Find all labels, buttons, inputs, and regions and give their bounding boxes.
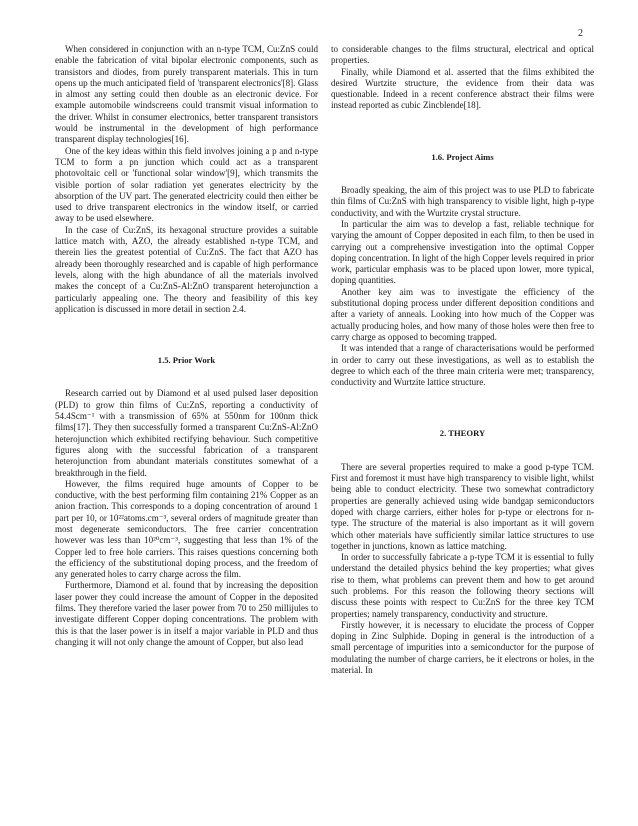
paragraph: In order to successfully fabricate a p-type TCM it is essential to fully understand the detailed physics behind the key properties; what gives rise to them, what problems can prevent them and how to get around such problems. For this reason the following theory sections will discuss these points with respect to Cu:ZnS for the three key TCM properties; namely transparency, conductivity and structure. — [331, 552, 594, 619]
left-column — [55, 44, 318, 648]
paragraph: It was intended that a range of characterisations would be performed in order to carry out these investigations, as well as to establish the degree to which each of the three main criteria were met; transparency, conductivity and Wurtzite lattice structure. — [331, 343, 594, 388]
paragraph: One of the key ideas within this field involves joining a p and n-type TCM to form a pn junction which could act as a transparent photovoltaic cell or 'functional solar window'[9], which transmits the visible portion of solar radiation yet generates electricity by the absorption of the UV part. The generated electricity could then either be used to drive transparent electronics in the window itself, or carried away to be used elsewhere. — [55, 145, 318, 224]
paragraph: There are several properties required to make a good p-type TCM. First and foremost it must have high transparency to visible light, whilst being able to conduct electricity. These two somewhat contradictory properties are generally achieved using wide bandgap semiconductors doped with charge carriers, either holes for p-type or electrons for n-type. The structure of the material is also important as it will govern which other materials have sufficiently similar lattice structures to use together in junctions, known as lattice matching. — [331, 461, 594, 551]
paragraph: Furthermore, Diamond et al. found that by increasing the deposition laser power they could increase the amount of Copper in the deposited films. They therefore varied the laser power from 70 to 250 millijules to investigate different Copper doping concentrations. The problem with this is that the laser power is in itself a major variable in PLD and thus changing it will not only change the amount of Copper, but also lead — [55, 580, 318, 647]
paragraph: to considerable changes to the films structural, electrical and optical properties. — [331, 44, 594, 66]
section-heading-theory: 2. THEORY — [439, 428, 486, 439]
paragraph: In the case of Cu:ZnS, its hexagonal structure provides a suitable lattice match with, AZO, the already established n-type TCM, and therein lies the greatest potential of Cu:ZnS. The fact that AZO has already been thoroughly researched and is capable of high performance levels, along with the high abundance of all the materials involved makes the concept of a Cu:ZnS-Al:ZnO transparent heterojunction a particularly appealing one. The theory and feasibility of this key application is discussed in more detail in section 2.4. — [55, 224, 318, 314]
section-heading-prior-work: 1.5. Prior Work — [157, 355, 216, 366]
paragraph: However, the films required huge amounts of Copper to be conductive, with the best performing film containing 21% Copper as an anion fraction. This corresponds to a doping concentration of around 1 part per 10, or 10²²atoms.cm⁻³, several orders of magnitude greater than most degenerate semiconductors. The free carrier concentration however was less than 10²⁰cm⁻³, suggesting that less than 1% of the Copper led to free hole carriers. This raises questions concerning both the efficiency of the substitutional doping process, and the freedom of any generated holes to carry charge across the film. — [55, 478, 318, 580]
paragraph: Broadly speaking, the aim of this project was to use PLD to fabricate thin films of Cu:ZnS with high transparency to visible light, high p-type conductivity, and with the Wurtzite crystal structure. — [331, 185, 594, 218]
paragraph: Research carried out by Diamond et al used pulsed laser deposition (PLD) to grow thin films of Cu:ZnS, reporting a conductivity of 54.4Scm⁻¹ with a transmission of 65% at 550nm for 100nm thick films[17]. They then successfully formed a transparent Cu:ZnS-Al:ZnO heterojunction which exhibited rectifying behaviour. Such competitive figures along with the successful fabrication of a transparent heterojunction from abundant materials constitutes somewhat of a breakthrough in the field. — [55, 388, 318, 478]
paragraph: In particular the aim was to develop a fast, reliable technique for varying the amount of Copper deposited in each film, to then be used in carrying out a comprehensive investigation into the optimal Copper doping concentration. In light of the high Copper levels required in prior work, particular emphasis was to be placed upon lower, more typical, doping quantities. — [331, 218, 594, 286]
paragraph: Firstly however, it is necessary to elucidate the process of Copper doping in Zinc Sulphide. Doping in general is the introduction of a small percentage of impurities into a semiconductor for the purpose of modulating the number of charge carriers, be it electrons or holes, in the material. In — [331, 619, 594, 676]
paragraph: Another key aim was to investigate the efficiency of the substitutional doping process under different deposition conditions and after a variety of anneals. Looking into how much of the Copper was actually producing holes, and how many of those holes were then free to carry charge as opposed to becoming trapped. — [331, 286, 594, 342]
paragraph: When considered in conjunction with an n-type TCM, Cu:ZnS could enable the fabrication of vital bipolar electronic components, such as transistors and diodes, from purely transparent materials. This in turn opens up the much anticipated field of 'transparent electronics'[8]. Glass in almost any setting could then double as an electronic device. For example automobile windscreens could transmit visual information to the driver. Whilst in consumer electronics, better transparent transistors would be instrumental in the development of high performance transparent display technologies[16]. — [55, 44, 318, 145]
page-number: 2 — [578, 28, 583, 39]
section-heading-project-aims: 1.6. Project Aims — [431, 151, 494, 162]
right-column — [331, 44, 594, 676]
paragraph: Finally, while Diamond et al. asserted that the films exhibited the desired Wurtzite structure, the evidence from their data was questionable. Indeed in a recent conference abstract their films were instead reported as cubic Zincblende[18]. — [331, 66, 594, 111]
